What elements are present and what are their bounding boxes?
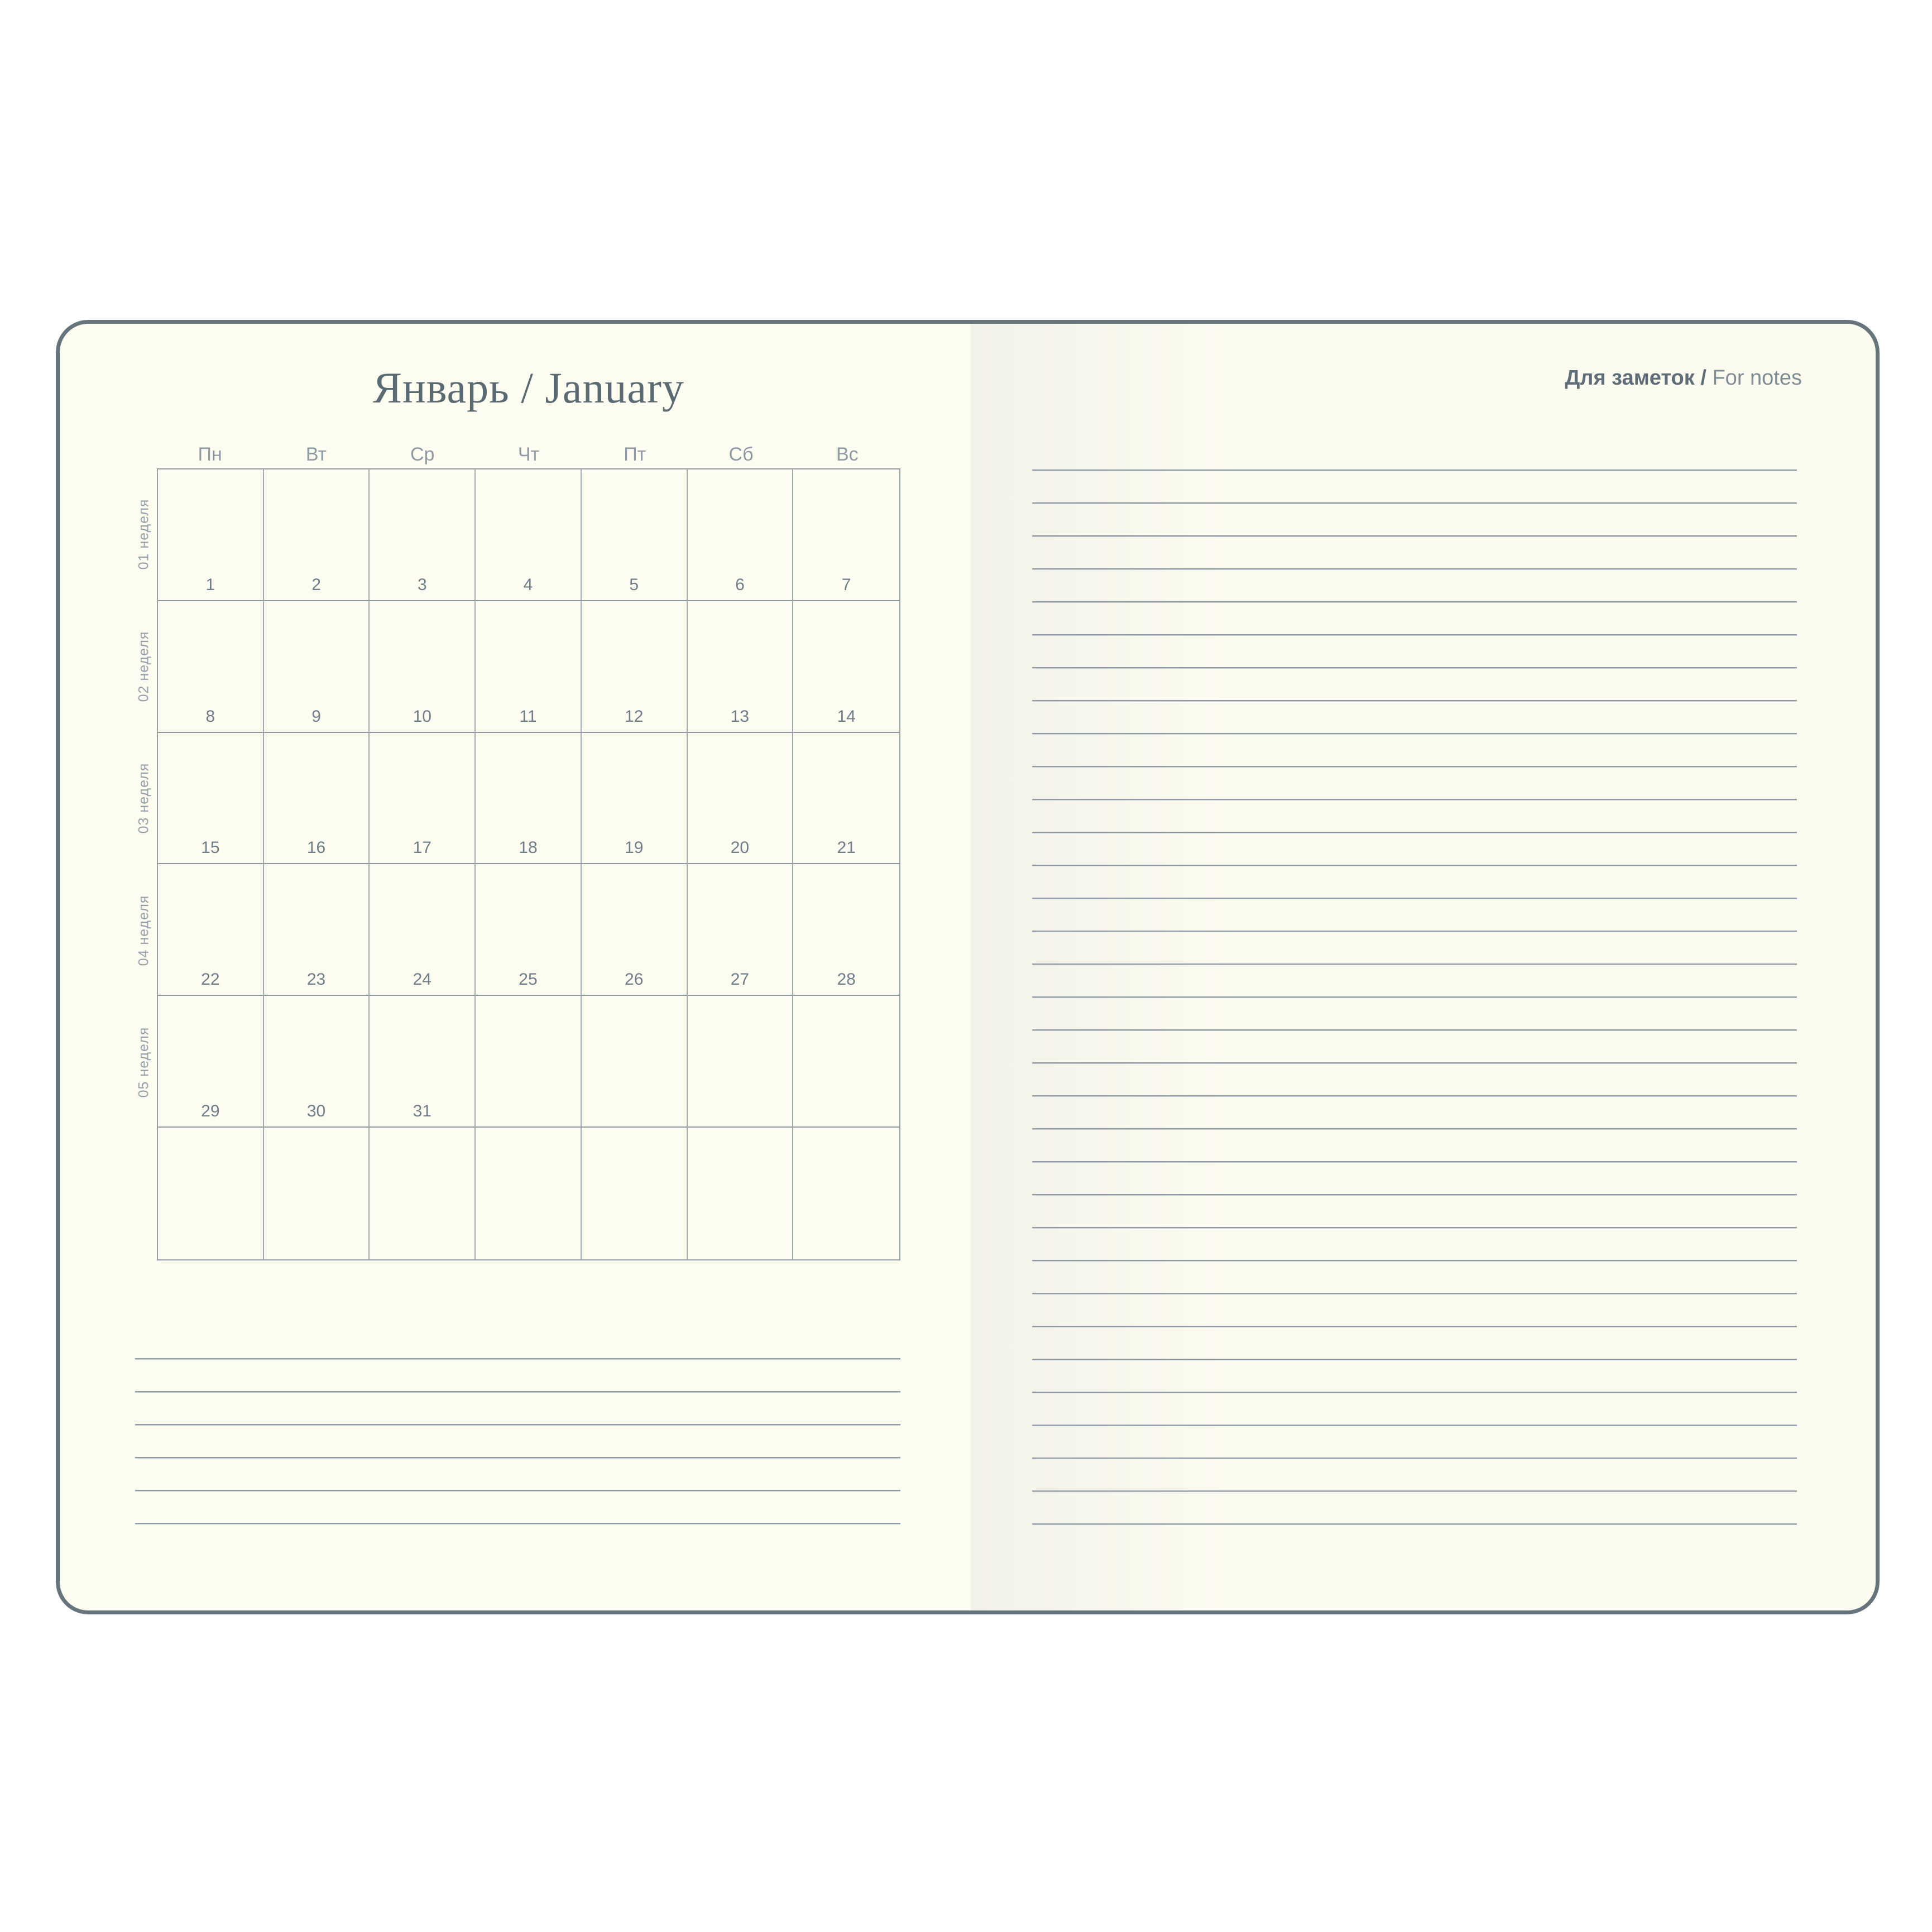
day-number: 17	[413, 838, 432, 857]
planner-spread	[56, 320, 1880, 1614]
day-cell	[476, 996, 582, 1128]
day-cell	[582, 864, 688, 996]
day-cell	[158, 864, 264, 996]
day-number: 7	[841, 575, 851, 594]
day-number: 10	[413, 707, 432, 726]
ruled-line	[1032, 832, 1797, 833]
notes-heading	[1565, 366, 1802, 390]
ruled-line	[1032, 1227, 1797, 1229]
ruled-line	[1032, 1490, 1797, 1492]
ruled-line	[1032, 1359, 1797, 1360]
day-cell	[158, 601, 264, 733]
month-grid	[157, 468, 900, 1260]
ruled-line	[1032, 1062, 1797, 1064]
day-number: 16	[306, 838, 326, 857]
day-number: 22	[201, 970, 220, 989]
day-number: 14	[837, 707, 856, 726]
ruled-line	[1032, 601, 1797, 603]
day-cell	[688, 864, 794, 996]
day-cell	[582, 996, 688, 1128]
week-label: 05 неделя	[136, 1027, 152, 1098]
ruled-line	[1032, 535, 1797, 537]
day-cell	[793, 1128, 899, 1259]
day-cell	[370, 469, 476, 601]
day-number: 1	[205, 575, 215, 594]
day-cell	[688, 996, 794, 1128]
day-number: 26	[625, 970, 644, 989]
day-cell	[370, 601, 476, 733]
ruled-line	[1032, 865, 1797, 866]
ruled-line	[1032, 469, 1797, 471]
ruled-line	[1032, 1523, 1797, 1525]
ruled-line	[1032, 1458, 1797, 1459]
day-cell	[582, 601, 688, 733]
day-number: 8	[205, 707, 215, 726]
day-number: 11	[519, 707, 537, 726]
day-cell	[158, 996, 264, 1128]
day-cell	[582, 1128, 688, 1259]
month-title: Январь / January	[372, 363, 684, 412]
ruled-line	[135, 1523, 900, 1524]
ruled-line	[1032, 963, 1797, 965]
ruled-line	[1032, 1392, 1797, 1393]
day-cell	[582, 469, 688, 601]
ruled-line	[1032, 1029, 1797, 1031]
day-cell	[158, 1128, 264, 1259]
day-number: 30	[306, 1102, 326, 1121]
day-cell	[264, 469, 370, 601]
day-number: 19	[625, 838, 644, 857]
day-headers-row	[157, 443, 900, 466]
ruled-line	[1032, 766, 1797, 768]
week-label: 02 неделя	[136, 631, 152, 702]
day-cell	[476, 864, 582, 996]
day-cell	[264, 996, 370, 1128]
day-header: Ср	[410, 444, 435, 465]
day-number: 24	[413, 970, 432, 989]
day-cell	[476, 1128, 582, 1259]
ruled-line	[1032, 700, 1797, 702]
day-number: 31	[413, 1102, 432, 1121]
day-cell	[264, 733, 370, 865]
day-number: 12	[625, 707, 644, 726]
day-cell	[370, 733, 476, 865]
ruled-line	[135, 1490, 900, 1492]
ruled-line	[1032, 1326, 1797, 1327]
ruled-line	[1032, 1161, 1797, 1163]
day-cell	[688, 469, 794, 601]
day-cell	[370, 996, 476, 1128]
week-label: 04 неделя	[136, 895, 152, 966]
day-number: 20	[730, 838, 750, 857]
day-cell	[793, 733, 899, 865]
day-cell	[476, 601, 582, 733]
day-header: Пн	[198, 444, 222, 465]
day-cell	[476, 469, 582, 601]
day-header: Пт	[624, 444, 646, 465]
day-header: Сб	[728, 444, 754, 465]
week-label: 03 неделя	[136, 763, 152, 834]
ruled-line	[1032, 931, 1797, 932]
day-number: 27	[730, 970, 750, 989]
ruled-line	[135, 1457, 900, 1459]
notes-page	[971, 320, 1880, 1614]
ruled-line	[1032, 1128, 1797, 1130]
day-number: 2	[311, 575, 321, 594]
ruled-line	[1032, 1095, 1797, 1097]
ruled-line	[1032, 502, 1797, 504]
week-label: 01 неделя	[136, 498, 152, 570]
day-cell	[688, 733, 794, 865]
day-number: 29	[201, 1102, 220, 1121]
notes-heading-english: For notes	[1712, 366, 1802, 390]
day-cell	[793, 469, 899, 601]
day-number: 5	[629, 575, 639, 594]
notes-heading-russian: Для заметок /	[1565, 366, 1706, 390]
day-header: Чт	[517, 444, 540, 465]
day-cell	[264, 1128, 370, 1259]
day-cell	[370, 1128, 476, 1259]
day-number: 21	[837, 838, 856, 857]
day-number: 23	[306, 970, 326, 989]
day-number: 6	[735, 575, 745, 594]
day-cell	[476, 733, 582, 865]
day-cell	[582, 733, 688, 865]
ruled-line	[1032, 1260, 1797, 1262]
day-cell	[158, 469, 264, 601]
day-header: Вс	[836, 444, 859, 465]
day-number: 18	[519, 838, 538, 857]
day-cell	[793, 601, 899, 733]
day-number: 4	[523, 575, 533, 594]
day-cell	[793, 996, 899, 1128]
ruled-line	[1032, 1293, 1797, 1295]
ruled-line	[1032, 634, 1797, 636]
day-header: Вт	[305, 444, 327, 465]
ruled-line	[1032, 733, 1797, 735]
ruled-line	[1032, 1425, 1797, 1426]
day-number: 13	[730, 707, 750, 726]
day-number: 15	[201, 838, 220, 857]
day-cell	[264, 864, 370, 996]
day-number: 25	[519, 970, 538, 989]
calendar-page	[56, 320, 971, 1614]
notes-heading-space	[1706, 366, 1713, 390]
day-cell	[688, 1128, 794, 1259]
ruled-line	[135, 1358, 900, 1360]
ruled-line	[1032, 568, 1797, 570]
day-cell	[158, 733, 264, 865]
ruled-line	[1032, 1194, 1797, 1196]
ruled-line	[1032, 996, 1797, 998]
day-number: 9	[311, 707, 321, 726]
day-number: 28	[837, 970, 856, 989]
day-cell	[264, 601, 370, 733]
day-cell	[793, 864, 899, 996]
ruled-line	[135, 1391, 900, 1393]
day-cell	[370, 864, 476, 996]
ruled-line	[1032, 799, 1797, 800]
ruled-line	[1032, 898, 1797, 899]
ruled-line	[135, 1424, 900, 1426]
day-cell	[688, 601, 794, 733]
ruled-line	[1032, 667, 1797, 669]
day-number: 3	[417, 575, 427, 594]
